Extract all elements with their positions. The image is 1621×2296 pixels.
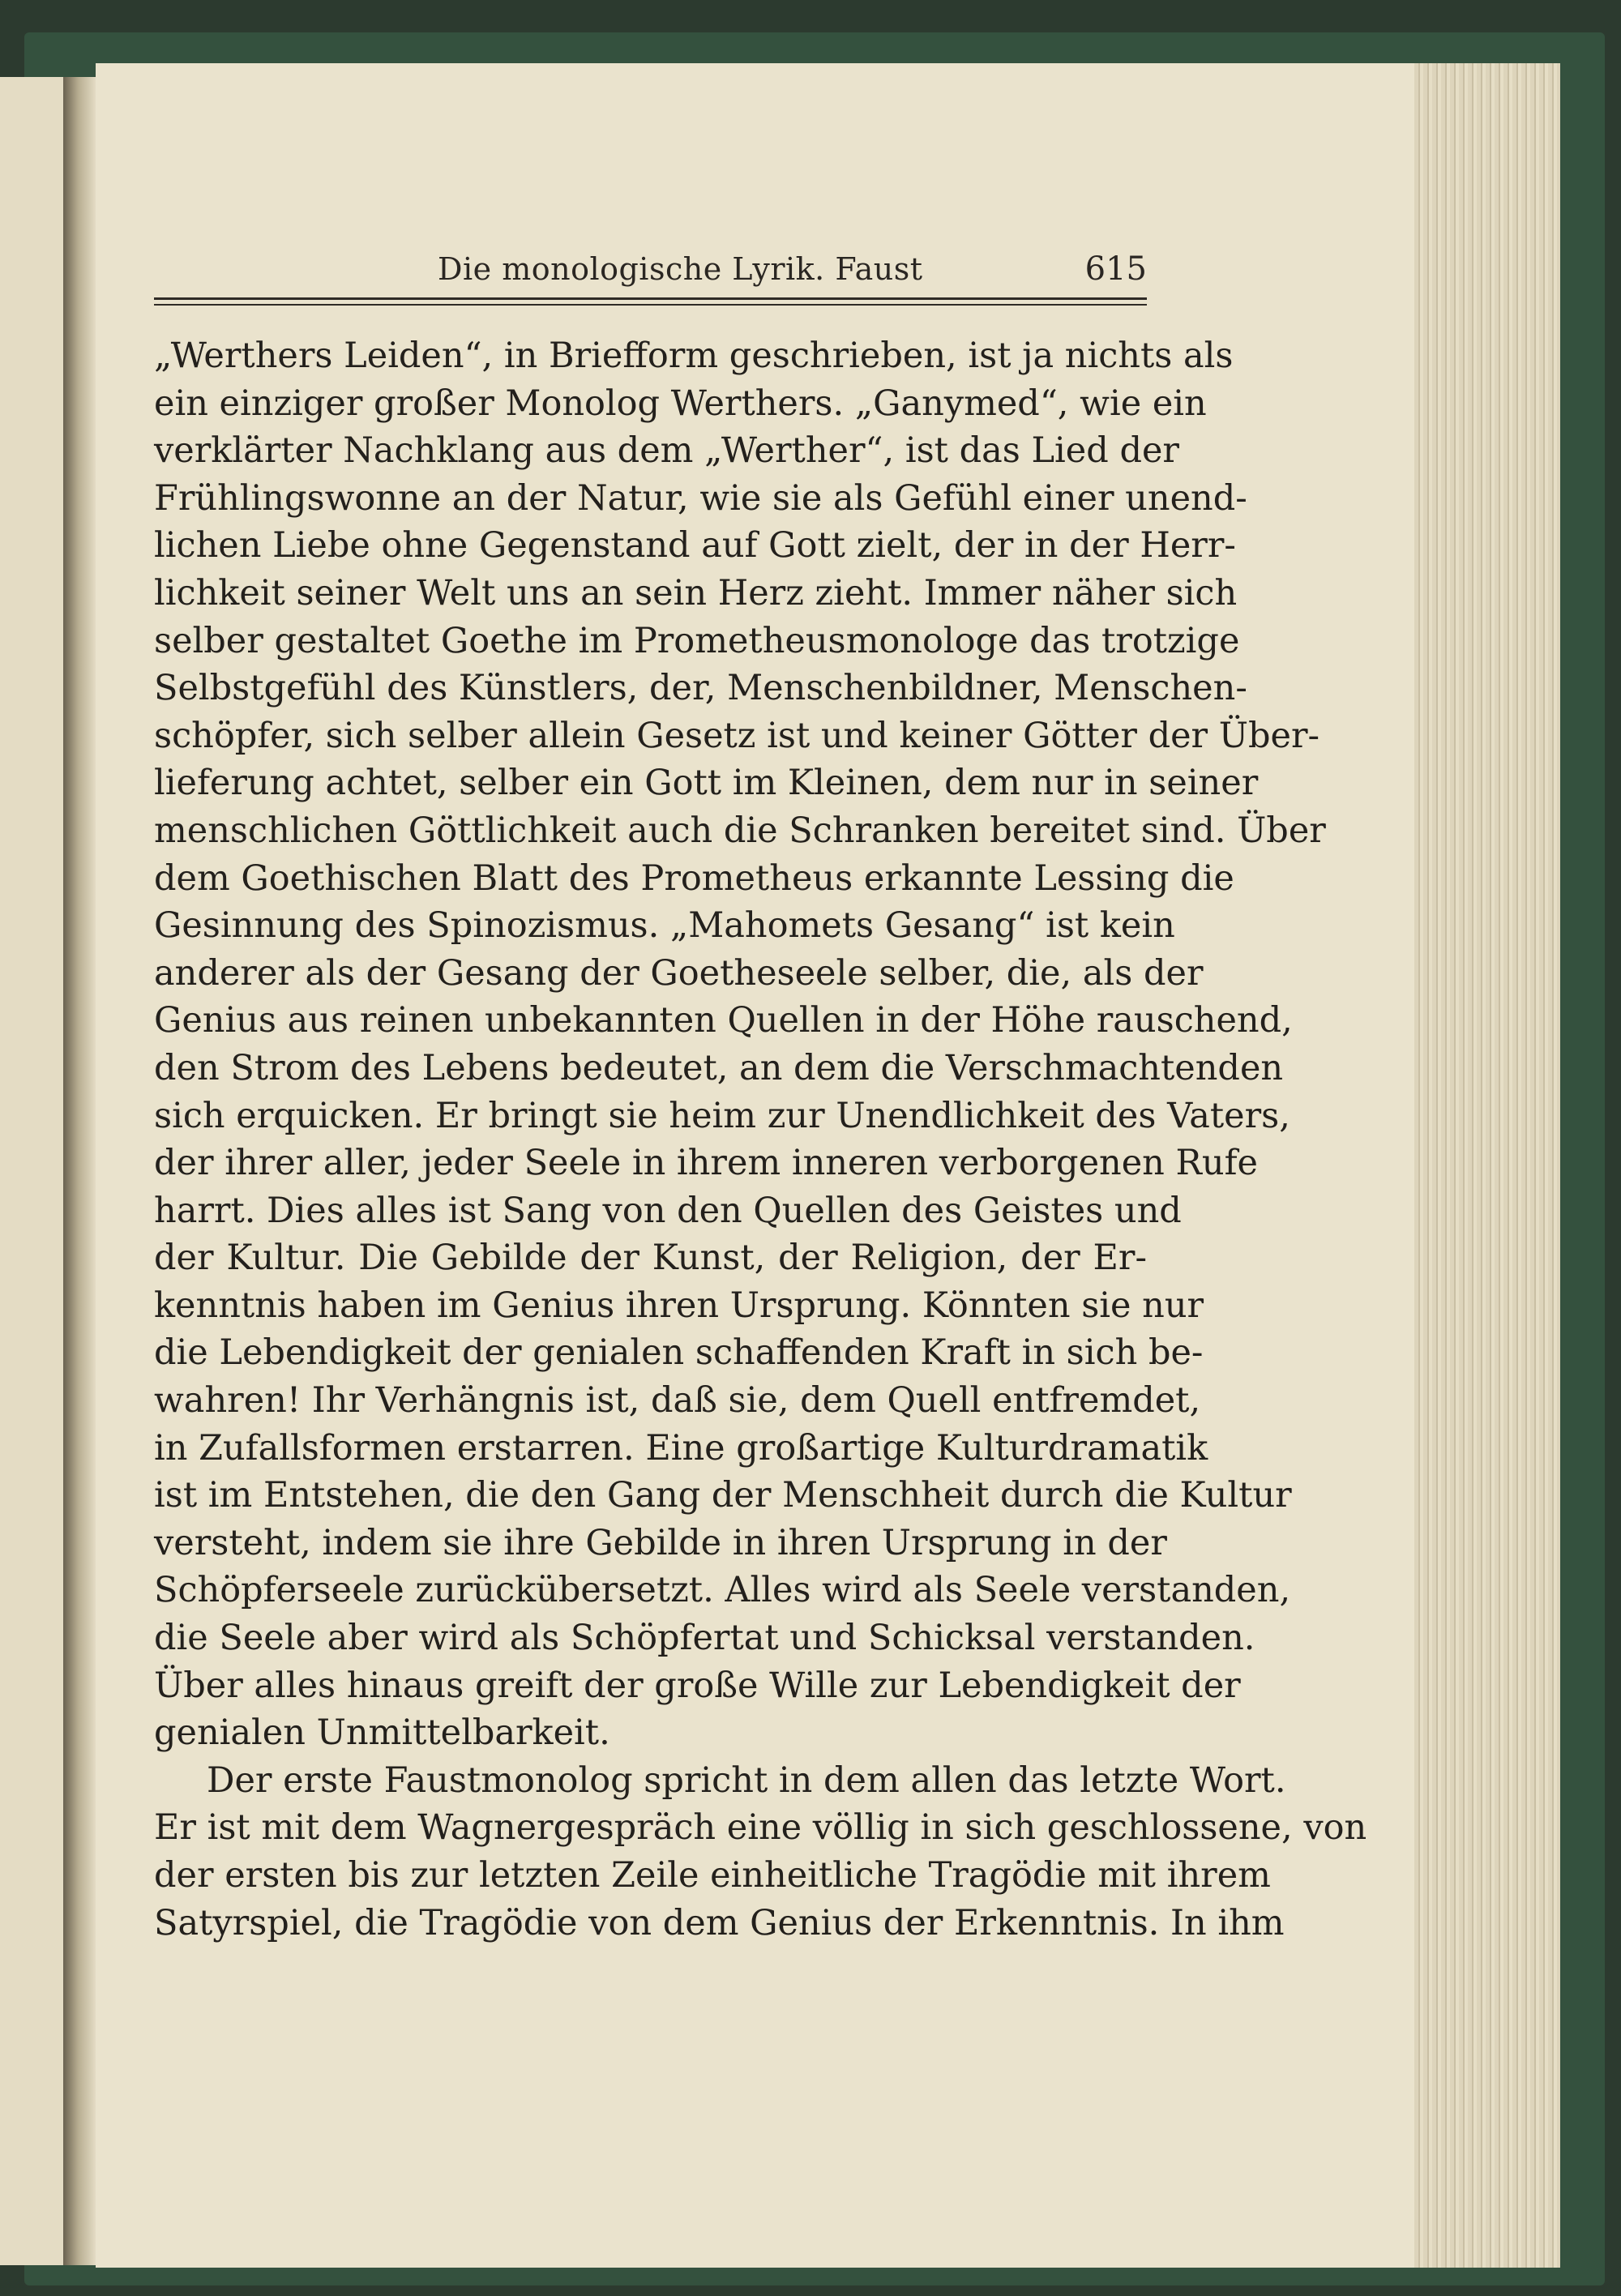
- page-number: 615: [1084, 250, 1147, 288]
- text-line: schöpfer, sich selber allein Gesetz ist und keiner Götter der Über-: [154, 715, 1320, 756]
- text-line: die Seele aber wird als Schöpfertat und Schicksal verstanden.: [154, 1618, 1255, 1659]
- text-line: kenntnis haben im Genius ihren Ursprung. Könnten sie nur: [154, 1285, 1204, 1326]
- text-line: Schöpferseele zurückübersetzt. Alles wird als Seele verstanden,: [154, 1570, 1291, 1611]
- text-line: genialen Unmittelbarkeit.: [154, 1712, 610, 1754]
- text-line: lichkeit seiner Welt uns an sein Herz zieht. Immer näher sich: [154, 572, 1238, 614]
- text-line: ist im Entstehen, die den Gang der Menschheit durch die Kultur: [154, 1475, 1292, 1516]
- page-header: [154, 247, 1147, 304]
- text-line: der ihrer aller, jeder Seele in ihrem inneren verborgenen Rufe: [154, 1143, 1258, 1184]
- text-line: Gesinnung des Spinozismus. „Mahomets Gesang“ ist kein: [154, 905, 1175, 947]
- text-line: „Werthers Leiden“, in Briefform geschrieben, ist ja nichts als: [154, 336, 1234, 376]
- text-line: der Kultur. Die Gebilde der Kunst, der Religion, der Er-: [154, 1238, 1147, 1279]
- text-line: Über alles hinaus greift der große Wille zur Lebendigkeit der: [154, 1665, 1241, 1706]
- header-rule: [154, 297, 1147, 300]
- text-line: die Lebendigkeit der genialen schaffenden Kraft in sich be-: [154, 1332, 1204, 1374]
- text-line: Genius aus reinen unbekannten Quellen in der Höhe rauschend,: [154, 1000, 1293, 1041]
- text-line: lieferung achtet, selber ein Gott im Kleinen, dem nur in seiner: [154, 763, 1259, 804]
- text-line: wahren! Ihr Verhängnis ist, daß sie, dem Quell entfremdet,: [154, 1380, 1201, 1422]
- text-line: der ersten bis zur letzten Zeile einheitliche Tragödie mit ihrem: [154, 1855, 1271, 1896]
- text-line: harrt. Dies alles ist Sang von den Quellen des Geistes und: [154, 1190, 1182, 1231]
- text-line: in Zufallsformen erstarren. Eine großartige Kulturdramatik: [154, 1427, 1208, 1469]
- text-line: den Strom des Lebens bedeutet, an dem die Verschmachtenden: [154, 1047, 1284, 1088]
- text-line: Frühlingswonne an der Natur, wie sie als Gefühl einer unend-: [154, 477, 1247, 519]
- text-line: Er ist mit dem Wagnergespräch eine völlig in sich geschlossene, von: [154, 1807, 1367, 1849]
- text-line: dem Goethischen Blatt des Prometheus erkannte Lessing die: [154, 857, 1234, 899]
- text-line: sich erquicken. Er bringt sie heim zur Unendlichkeit des Vaters,: [154, 1095, 1290, 1136]
- text-line: Selbstgefühl des Künstlers, der, Menschenbildner, Menschen-: [154, 668, 1247, 709]
- text-line: selber gestaltet Goethe im Prometheusmonologe das trotzige: [154, 620, 1240, 661]
- text-line: ein einziger großer Monolog Werthers. „Ganymed“, wie ein: [154, 383, 1207, 424]
- body-text: [154, 332, 1367, 1947]
- facing-page-edge: [0, 77, 65, 2265]
- running-title: Die monologische Lyrik. Faust: [438, 251, 923, 287]
- book-gutter: [63, 77, 97, 2265]
- text-line: verklärter Nachklang aus dem „Werther“, ist das Lied der: [154, 430, 1179, 472]
- text-line: versteht, indem sie ihre Gebilde in ihren Ursprung in der: [154, 1522, 1167, 1563]
- page-block-edges: [1414, 63, 1560, 2268]
- text-line: Der erste Faustmonolog spricht in dem allen das letzte Wort.: [207, 1759, 1286, 1801]
- header-rule-secondary: [154, 304, 1147, 306]
- text-line: anderer als der Gesang der Goetheseele selber, die, als der: [154, 952, 1204, 994]
- text-line: Satyrspiel, die Tragödie von dem Genius der Erkenntnis. In ihm: [154, 1902, 1285, 1943]
- text-line: menschlichen Göttlichkeit auch die Schranken bereitet sind. Über: [154, 810, 1326, 851]
- text-line: lichen Liebe ohne Gegenstand auf Gott zielt, der in der Herr-: [154, 525, 1236, 567]
